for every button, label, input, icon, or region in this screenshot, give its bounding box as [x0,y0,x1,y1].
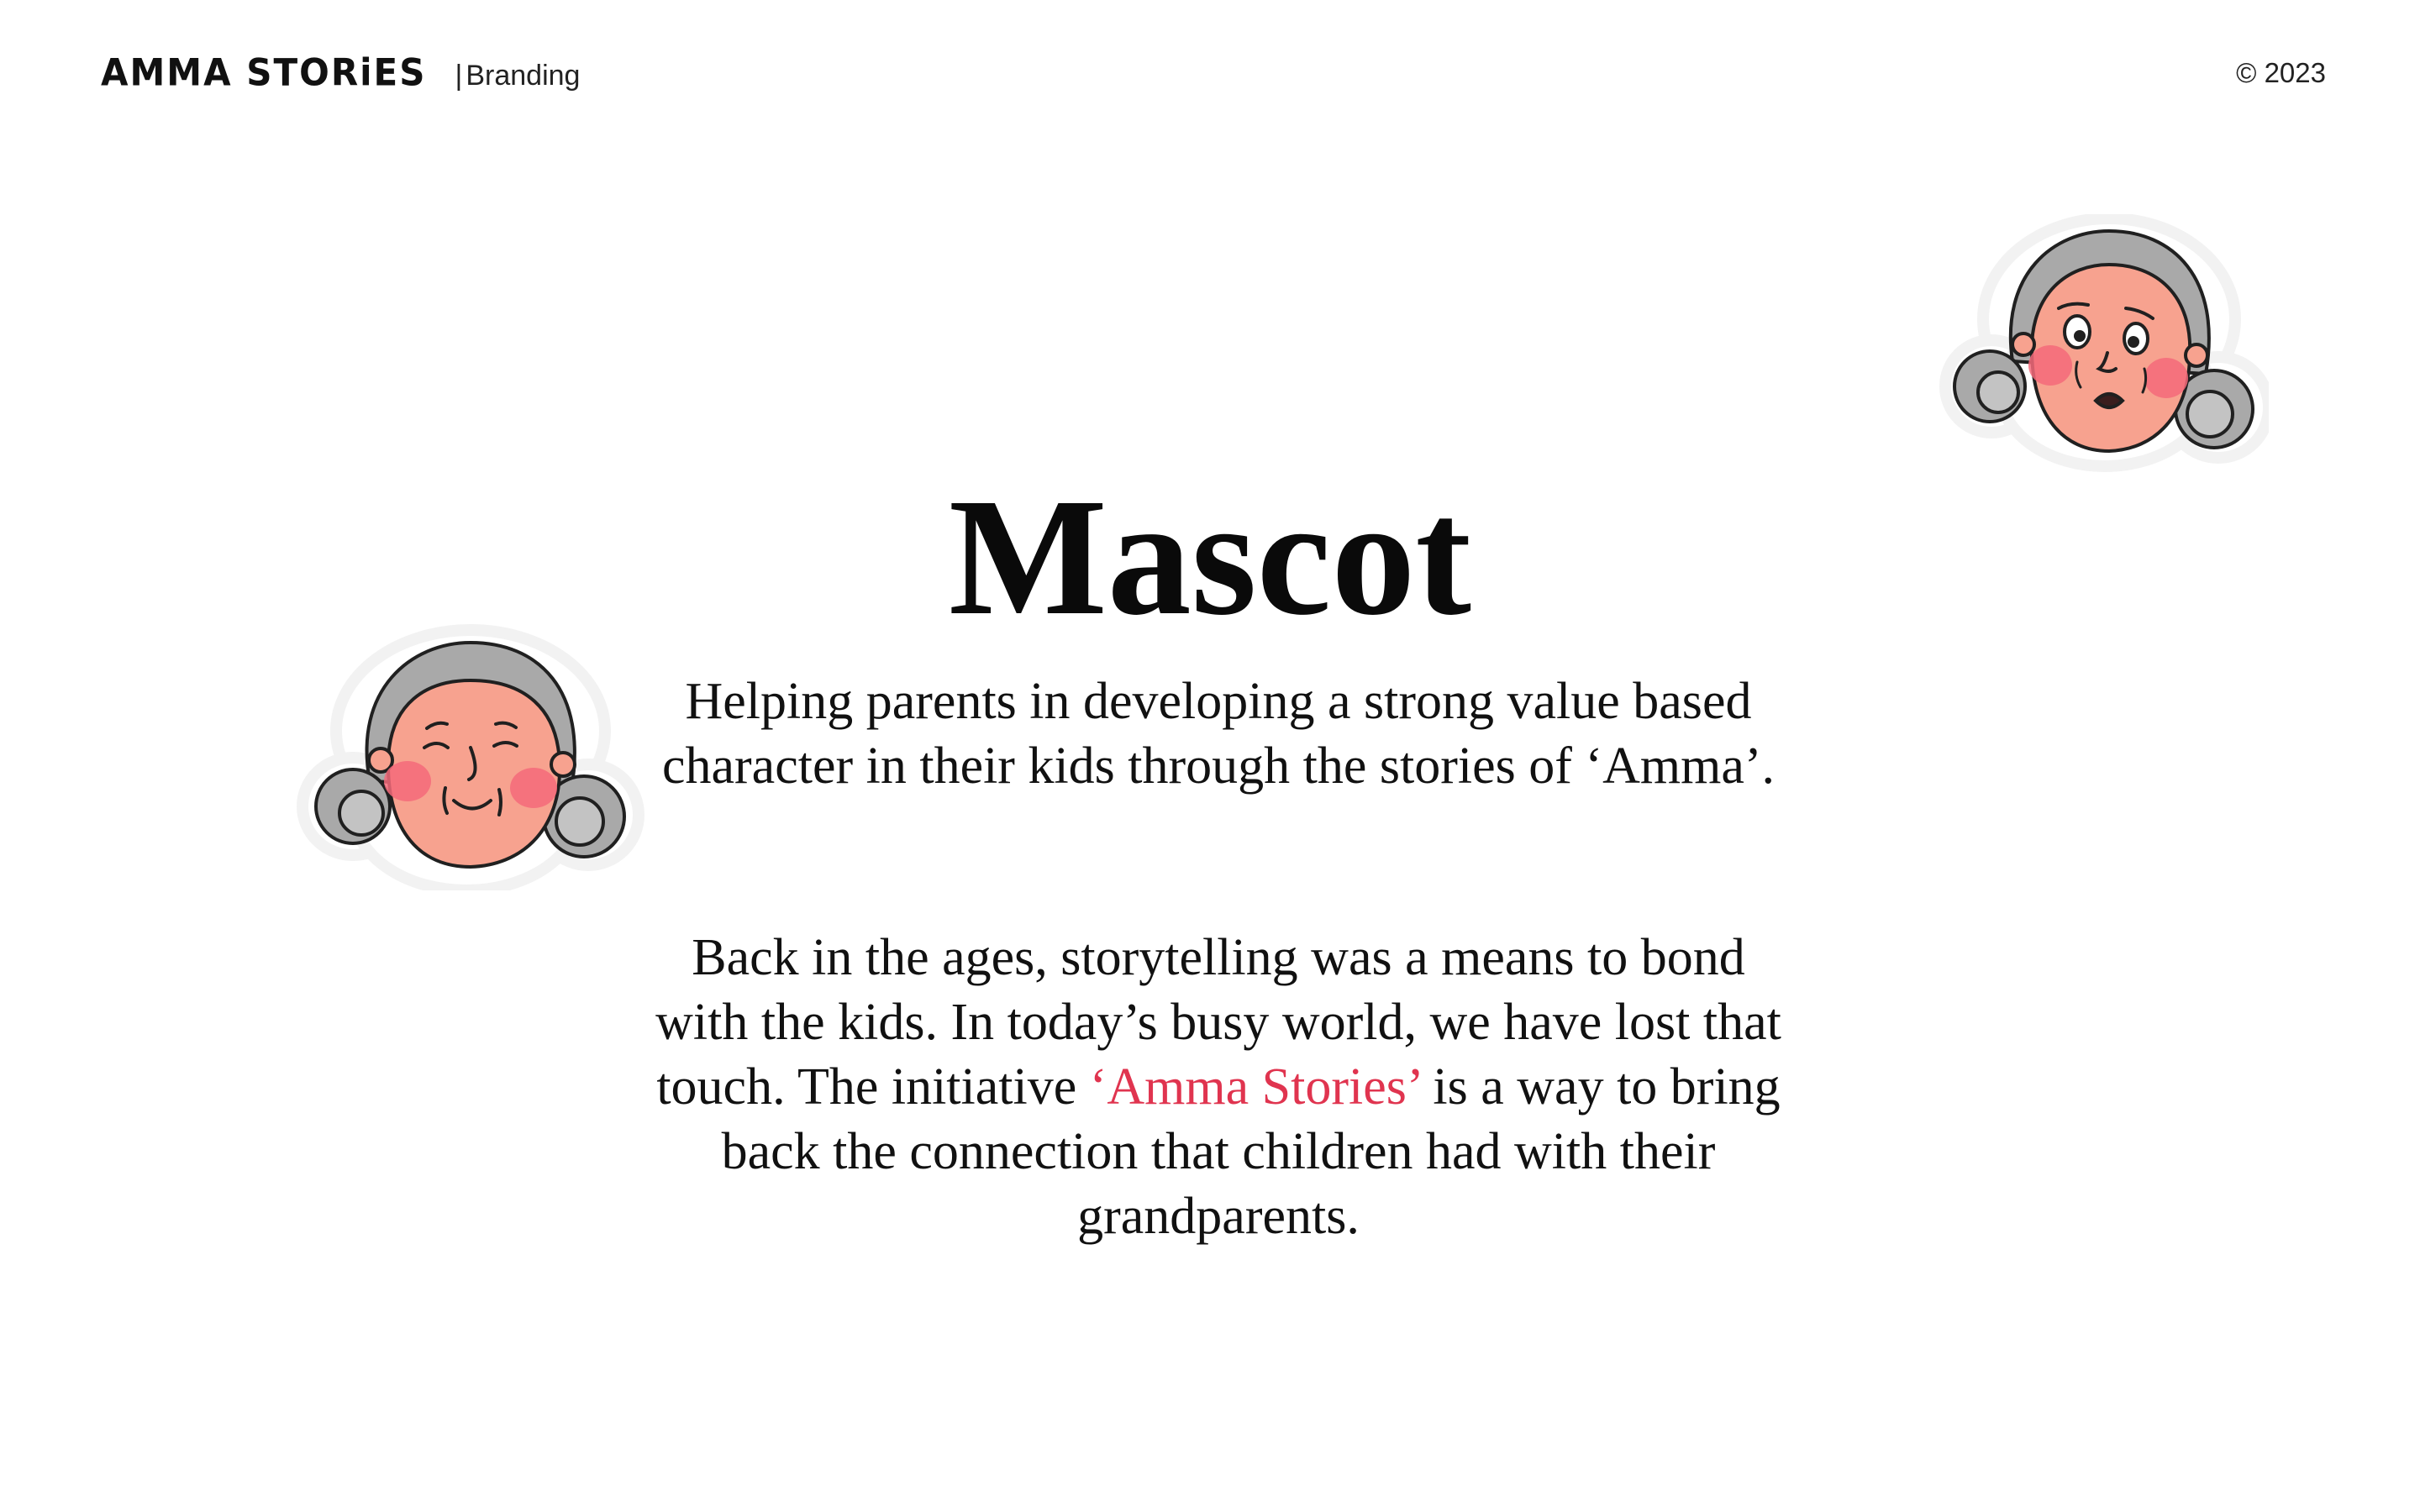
mascot-blush-right [510,768,557,808]
mascot-blush-left [2028,345,2072,386]
brand-logo[interactable]: AMMA STORiES [101,50,427,95]
mascot-blush-right [2144,358,2188,398]
page-title: Mascot [949,465,1471,650]
amma-stories-highlight: ‘Amma Stories’ [1089,1058,1420,1116]
smiling-grandma-mascot-icon [294,622,647,890]
intro-paragraph: Helping parents in developing a strong value based character in their kids through the stories of ‘Amma’. [662,673,1775,795]
section-label: | Branding [455,60,581,92]
story-text-start: Back in the ages, storytelling was a means to bond with the kids. In today’s busy world, we have lost that touch. The initiative [655,929,1781,1116]
story-paragraph [655,926,1781,1249]
brand-area [101,52,580,93]
mascot-blush-left [384,761,431,801]
copyright-text: © 2023 [2236,57,2326,88]
worried-grandma-mascot-icon [1933,214,2269,475]
story-text-end: is a way to bring back the connection that children had with their grandparents. [721,1058,1781,1245]
